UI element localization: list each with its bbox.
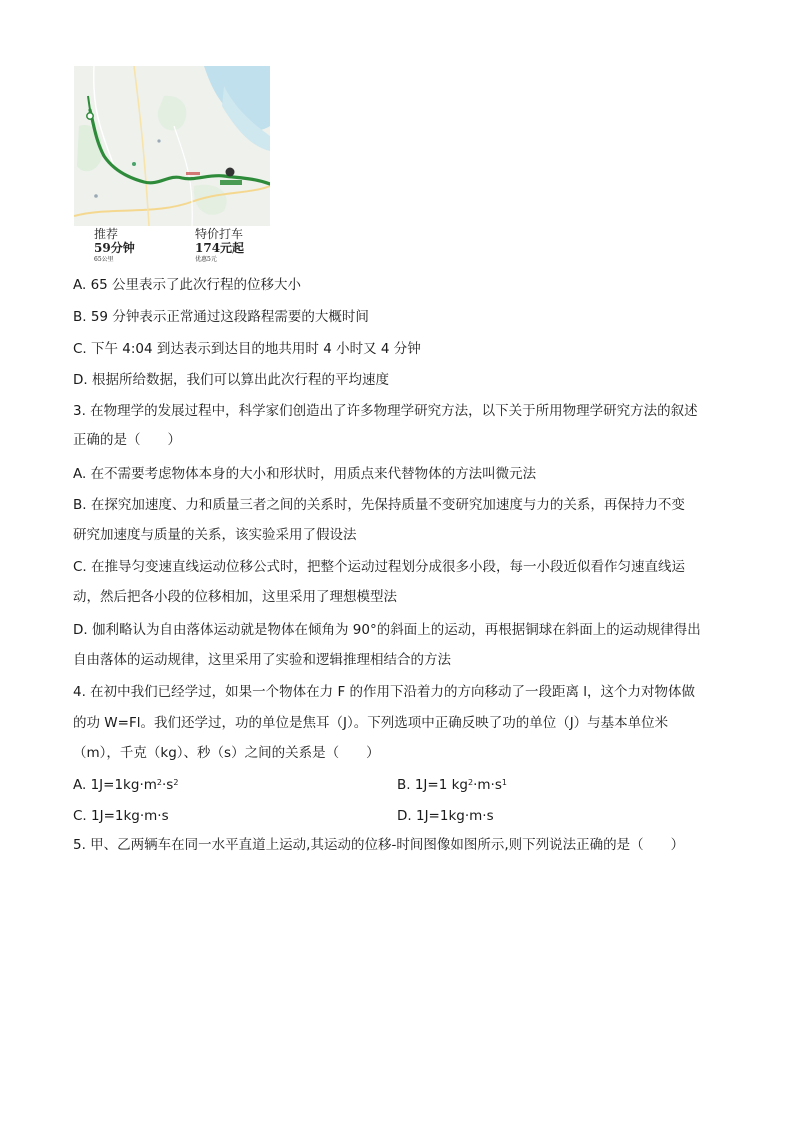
q4-stem-line2: 的功 W=Fl。我们还学过，功的单位是焦耳（J）。下列选项中正确反映了功的单位（J）与基本单位米 — [73, 715, 669, 731]
q4-option-b-mid: ·m·s — [473, 777, 502, 793]
route-map — [74, 66, 270, 226]
q3-option-a: A. 在不需要考虑物体本身的大小和形状时，用质点来代替物体的方法叫微元法 — [73, 466, 537, 482]
q4-stem-line3: （m），千克（kg）、秒（s）之间的关系是（ ） — [73, 745, 380, 761]
q4-option-b-exp1: 2 — [468, 778, 474, 787]
q4-option-a-mid: ·s — [161, 777, 174, 793]
q4-stem-line1: 4. 在初中我们已经学过，如果一个物体在力 F 的作用下沿着力的方向移动了一段距离 l，这个力对物体做 — [73, 684, 696, 700]
q2-option-d: D. 根据所给数据，我们可以算出此次行程的平均速度 — [73, 372, 389, 388]
q3-stem-line1: 3. 在物理学的发展过程中，科学家们创造出了许多物理学研究方法，以下关于所用物理学研究方法的叙述 — [73, 403, 698, 419]
q4-option-a-exp2: 2 — [173, 778, 179, 787]
recommend-distance: 65公里 — [94, 256, 114, 263]
q3-option-b-line2: 研究加速度与质量的关系，该实验采用了假设法 — [73, 527, 357, 543]
taxi-caption — [195, 227, 244, 264]
q4-option-a-base: A. 1J=1kg·m — [73, 777, 157, 793]
route-map-image — [74, 66, 270, 226]
recommend-label: 推荐 — [94, 227, 119, 241]
taxi-discount: 优惠5元 — [195, 256, 217, 263]
recommend-time: 59分钟 — [94, 241, 135, 255]
q3-option-d-line2: 自由落体的运动规律，这里采用了实验和逻辑推理相结合的方法 — [73, 652, 451, 668]
recommend-route-caption — [94, 227, 135, 264]
taxi-label: 特价打车 — [195, 227, 244, 241]
q3-option-c-line1: C. 在推导匀变速直线运动位移公式时，把整个运动过程划分成很多小段，每一小段近似看作匀速直线运 — [73, 559, 686, 575]
q4-option-a — [73, 776, 178, 794]
q5-stem: 5. 甲、乙两辆车在同一水平直道上运动,其运动的位移-时间图像如图所示,则下列说法正确的是（ ） — [73, 837, 685, 853]
q2-option-a: A. 65 公里表示了此次行程的位移大小 — [73, 277, 302, 293]
q3-stem-line2: 正确的是（ ） — [73, 432, 181, 448]
q3-option-b-line1: B. 在探究加速度、力和质量三者之间的关系时，先保持质量不变研究加速度与力的关系，再保持力不变 — [73, 497, 685, 513]
q2-option-b: B. 59 分钟表示正常通过这段路程需要的大概时间 — [73, 309, 369, 325]
q4-option-b-exp2: 1 — [501, 778, 507, 787]
q4-option-a-exp1: 2 — [156, 778, 162, 787]
q4-option-d: D. 1J=1kg·m·s — [397, 808, 494, 824]
q4-option-c: C. 1J=1kg·m·s — [73, 808, 169, 824]
q2-option-c: C. 下午 4:04 到达表示到达目的地共用时 4 小时又 4 分钟 — [73, 341, 421, 357]
map-figure — [74, 66, 270, 266]
q3-option-c-line2: 动，然后把各小段的位移相加，这里采用了理想模型法 — [73, 589, 397, 605]
q4-option-b — [397, 776, 507, 794]
q4-option-b-base: B. 1J=1 kg — [397, 777, 468, 793]
taxi-price: 174元起 — [195, 241, 245, 255]
q3-option-d-line1: D. 伽利略认为自由落体运动就是物体在倾角为 90°的斜面上的运动，再根据铜球在斜面上的运动规律得出 — [73, 622, 701, 638]
